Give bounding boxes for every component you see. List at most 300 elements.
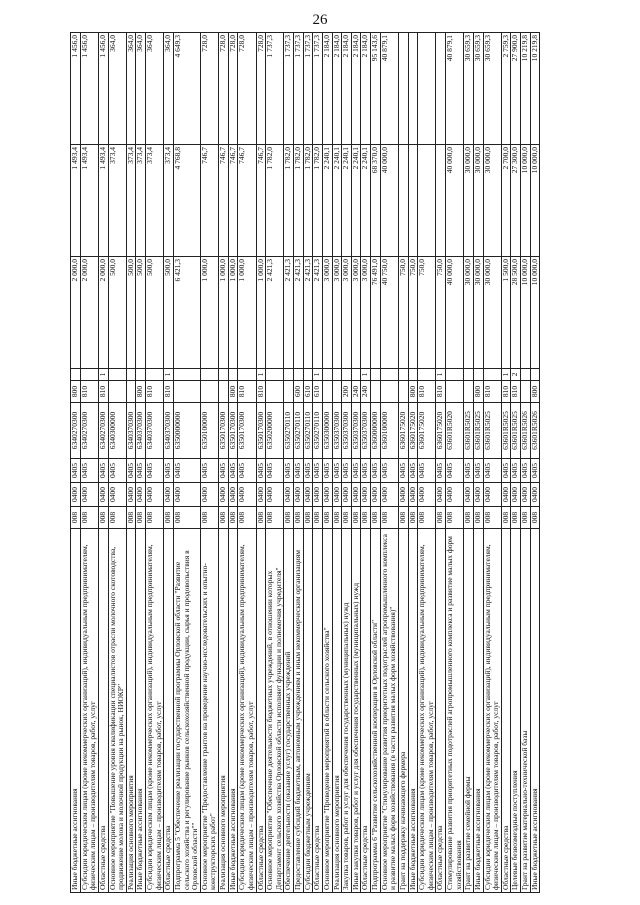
amount-3-cell: 10 219,8 bbox=[530, 33, 540, 145]
table-row bbox=[238, 33, 256, 893]
amount-3-cell: 40 879,1 bbox=[380, 33, 398, 145]
target-article-cell: 6350200000 bbox=[266, 403, 284, 459]
row-name-cell: Грант на развитие семейной фермы bbox=[464, 529, 474, 893]
amount-3-cell: 364,0 bbox=[164, 33, 174, 145]
table-row bbox=[173, 33, 200, 893]
section-code-cell: 0400 bbox=[332, 483, 342, 507]
row-name-cell: Подпрограмма 6 "Развитие сельскохозяйственной кооперации в Орловской области" bbox=[371, 529, 381, 893]
target-article-cell: 6350300000 bbox=[322, 403, 332, 459]
subsection-code-cell: 0405 bbox=[446, 459, 464, 483]
target-article-cell: 63601R5025 bbox=[464, 403, 474, 459]
amount-1-cell: 3 000,0 bbox=[351, 257, 361, 369]
amount-2-cell: 746,7 bbox=[256, 145, 266, 257]
amount-2-cell: 746,7 bbox=[219, 145, 229, 257]
amount-1-cell: 3 000,0 bbox=[332, 257, 342, 369]
target-article-cell: 6350000000 bbox=[173, 403, 200, 459]
amount-3-cell: 30 659,3 bbox=[483, 33, 501, 145]
amount-1-cell: 3 000,0 bbox=[361, 257, 371, 369]
expense-type-cell: 240 bbox=[351, 381, 361, 403]
funding-source-cell: 1 bbox=[98, 369, 108, 381]
amount-3-cell: 728,0 bbox=[200, 33, 218, 145]
ministry-code-cell: 008 bbox=[228, 507, 238, 529]
amount-3-cell: 10 219,8 bbox=[521, 33, 531, 145]
amount-2-cell bbox=[398, 145, 408, 257]
subsection-code-cell: 0405 bbox=[483, 459, 501, 483]
ministry-code-cell: 008 bbox=[256, 507, 266, 529]
expense-type-cell: 600 bbox=[294, 381, 304, 403]
section-code-cell: 0400 bbox=[256, 483, 266, 507]
expense-type-cell bbox=[219, 381, 229, 403]
row-name-cell: Целевые безвозмездные поступления bbox=[511, 529, 521, 893]
expense-type-cell: 810 bbox=[80, 381, 98, 403]
amount-1-cell: 1 000,0 bbox=[219, 257, 229, 369]
amount-3-cell: 4 649,3 bbox=[173, 33, 200, 145]
funding-source-cell bbox=[342, 369, 352, 381]
row-name-cell: Предоставление субсидий бюджетным, автономным учреждениям и иным некоммерческим организациям bbox=[294, 529, 304, 893]
table-row bbox=[98, 33, 108, 893]
amount-2-cell: 373,4 bbox=[146, 145, 164, 257]
amount-2-cell: 1 493,4 bbox=[98, 145, 108, 257]
funding-source-cell bbox=[266, 369, 284, 381]
row-name-cell: Грант на поддержку начинающего фермера bbox=[398, 529, 408, 893]
table-row bbox=[146, 33, 164, 893]
subsection-code-cell: 0405 bbox=[294, 459, 304, 483]
row-name-cell: Грант на развитие материально-технической базы bbox=[521, 529, 531, 893]
ministry-code-cell: 008 bbox=[446, 507, 464, 529]
amount-1-cell: 3 000,0 bbox=[322, 257, 332, 369]
funding-source-cell bbox=[380, 369, 398, 381]
amount-2-cell: 1 493,4 bbox=[80, 145, 98, 257]
row-name-cell: Основное мероприятие "Повышение уровня квалификации специалистов отрасли молочного скотоводства, продвижение молока и молочной продукции на рынок, НИОКР" bbox=[108, 529, 126, 893]
funding-source-cell bbox=[294, 369, 304, 381]
section-code-cell: 0400 bbox=[266, 483, 284, 507]
ministry-code-cell: 008 bbox=[173, 507, 200, 529]
funding-source-cell: 1 bbox=[501, 369, 511, 381]
amount-2-cell: 10 000,0 bbox=[530, 145, 540, 257]
section-code-cell: 0400 bbox=[511, 483, 521, 507]
ministry-code-cell: 008 bbox=[164, 507, 174, 529]
target-article-cell: 6340300000 bbox=[108, 403, 126, 459]
ministry-code-cell: 008 bbox=[80, 507, 98, 529]
funding-source-cell bbox=[418, 369, 436, 381]
row-name-cell: Основное мероприятие "Предоставление грантов на проведение научно-исследовательских и опытно-конструкторских работ" bbox=[200, 529, 218, 893]
amount-2-cell: 1 782,0 bbox=[303, 145, 313, 257]
target-article-cell: 6340270300 bbox=[71, 403, 81, 459]
amount-3-cell: 364,0 bbox=[126, 33, 136, 145]
amount-3-cell bbox=[418, 33, 436, 145]
table-row bbox=[294, 33, 304, 893]
subsection-code-cell: 0405 bbox=[173, 459, 200, 483]
amount-2-cell: 373,4 bbox=[136, 145, 146, 257]
amount-2-cell: 40 000,0 bbox=[446, 145, 464, 257]
subsection-code-cell: 0405 bbox=[228, 459, 238, 483]
ministry-code-cell: 008 bbox=[146, 507, 164, 529]
amount-2-cell: 2 240,1 bbox=[361, 145, 371, 257]
page-number: 26 bbox=[312, 12, 328, 28]
ministry-code-cell: 008 bbox=[322, 507, 332, 529]
amount-2-cell: 27 300,0 bbox=[511, 145, 521, 257]
amount-1-cell: 750,0 bbox=[436, 257, 446, 369]
ministry-code-cell: 008 bbox=[71, 507, 81, 529]
row-name-cell: Областные средства bbox=[98, 529, 108, 893]
target-article-cell: 6350370300 bbox=[332, 403, 342, 459]
table-row bbox=[266, 33, 284, 893]
ministry-code-cell: 008 bbox=[126, 507, 136, 529]
ministry-code-cell: 008 bbox=[108, 507, 126, 529]
section-code-cell: 0400 bbox=[146, 483, 164, 507]
ministry-code-cell: 008 bbox=[342, 507, 352, 529]
row-name-cell: Субсидии юридическим лицам (кроме некоммерческих организаций), индивидуальным предпринимателям, физическим лицам – производителям товаров, работ, услуг bbox=[418, 529, 436, 893]
amount-2-cell: 40 000,0 bbox=[380, 145, 398, 257]
amount-1-cell: 1 000,0 bbox=[238, 257, 256, 369]
expense-type-cell bbox=[108, 381, 126, 403]
ministry-code-cell: 008 bbox=[294, 507, 304, 529]
section-code-cell: 0400 bbox=[173, 483, 200, 507]
expense-type-cell: 610 bbox=[313, 381, 323, 403]
row-name-cell: Основное мероприятие "Обеспечение деятельности бюджетных учреждений, в отношении которых Департамент сельского хозяйства Орловской области исполняет функции и полномочия учредителя" bbox=[266, 529, 284, 893]
subsection-code-cell: 0405 bbox=[98, 459, 108, 483]
table-row bbox=[464, 33, 474, 893]
funding-source-cell bbox=[398, 369, 408, 381]
table-row bbox=[483, 33, 501, 893]
budget-table bbox=[70, 32, 540, 893]
ministry-code-cell: 008 bbox=[238, 507, 256, 529]
expense-type-cell: 810 bbox=[436, 381, 446, 403]
subsection-code-cell: 0405 bbox=[521, 459, 531, 483]
ministry-code-cell: 008 bbox=[418, 507, 436, 529]
amount-1-cell: 2 421,3 bbox=[303, 257, 313, 369]
target-article-cell: 63601R5025 bbox=[473, 403, 483, 459]
section-code-cell: 0400 bbox=[446, 483, 464, 507]
target-article-cell: 63601R5026 bbox=[521, 403, 531, 459]
amount-1-cell: 500,0 bbox=[126, 257, 136, 369]
amount-3-cell: 728,0 bbox=[219, 33, 229, 145]
expense-type-cell: 800 bbox=[530, 381, 540, 403]
funding-source-cell bbox=[126, 369, 136, 381]
table-row bbox=[219, 33, 229, 893]
expense-type-cell: 200 bbox=[342, 381, 352, 403]
expense-type-cell: 800 bbox=[71, 381, 81, 403]
expense-type-cell: 810 bbox=[418, 381, 436, 403]
amount-2-cell: 30 000,0 bbox=[473, 145, 483, 257]
funding-source-cell bbox=[473, 369, 483, 381]
ministry-code-cell: 008 bbox=[380, 507, 398, 529]
amount-1-cell: 750,0 bbox=[408, 257, 418, 369]
subsection-code-cell: 0405 bbox=[108, 459, 126, 483]
amount-1-cell: 1 000,0 bbox=[200, 257, 218, 369]
subsection-code-cell: 0405 bbox=[200, 459, 218, 483]
amount-2-cell: 30 000,0 bbox=[483, 145, 501, 257]
ministry-code-cell: 008 bbox=[483, 507, 501, 529]
subsection-code-cell: 0405 bbox=[80, 459, 98, 483]
section-code-cell: 0400 bbox=[351, 483, 361, 507]
amount-1-cell: 2 000,0 bbox=[80, 257, 98, 369]
amount-1-cell: 500,0 bbox=[136, 257, 146, 369]
section-code-cell: 0400 bbox=[371, 483, 381, 507]
target-article-cell: 6340370300 bbox=[146, 403, 164, 459]
expense-type-cell: 810 bbox=[511, 381, 521, 403]
section-code-cell: 0400 bbox=[80, 483, 98, 507]
ministry-code-cell: 008 bbox=[284, 507, 294, 529]
section-code-cell: 0400 bbox=[294, 483, 304, 507]
funding-source-cell bbox=[173, 369, 200, 381]
target-article-cell: 6360100000 bbox=[380, 403, 398, 459]
amount-1-cell: 1 000,0 bbox=[256, 257, 266, 369]
funding-source-cell bbox=[446, 369, 464, 381]
amount-3-cell bbox=[398, 33, 408, 145]
amount-2-cell: 373,4 bbox=[126, 145, 136, 257]
amount-1-cell: 500,0 bbox=[164, 257, 174, 369]
target-article-cell: 6350370300 bbox=[342, 403, 352, 459]
section-code-cell: 0400 bbox=[342, 483, 352, 507]
ministry-code-cell: 008 bbox=[351, 507, 361, 529]
amount-2-cell: 746,7 bbox=[228, 145, 238, 257]
ministry-code-cell: 008 bbox=[511, 507, 521, 529]
subsection-code-cell: 0405 bbox=[332, 459, 342, 483]
section-code-cell: 0400 bbox=[322, 483, 332, 507]
section-code-cell: 0400 bbox=[219, 483, 229, 507]
subsection-code-cell: 0405 bbox=[473, 459, 483, 483]
expense-type-cell: 240 bbox=[361, 381, 371, 403]
amount-2-cell: 373,4 bbox=[164, 145, 174, 257]
row-name-cell: Областные средства bbox=[313, 529, 323, 893]
funding-source-cell bbox=[464, 369, 474, 381]
table-row bbox=[418, 33, 436, 893]
row-name-cell: Субсидии юридическим лицам (кроме некоммерческих организаций), индивидуальным предпринимателям, физическим лицам – производителям товаров, работ, услуг bbox=[483, 529, 501, 893]
table-row bbox=[380, 33, 398, 893]
subsection-code-cell: 0405 bbox=[238, 459, 256, 483]
target-article-cell: 63601R5025 bbox=[483, 403, 501, 459]
amount-1-cell: 40 750,0 bbox=[380, 257, 398, 369]
amount-3-cell: 30 659,3 bbox=[473, 33, 483, 145]
target-article-cell: 6360175020 bbox=[408, 403, 418, 459]
amount-1-cell: 30 000,0 bbox=[473, 257, 483, 369]
section-code-cell: 0400 bbox=[126, 483, 136, 507]
subsection-code-cell: 0405 bbox=[164, 459, 174, 483]
ministry-code-cell: 008 bbox=[530, 507, 540, 529]
target-article-cell: 6360175020 bbox=[398, 403, 408, 459]
target-article-cell: 63601R5025 bbox=[511, 403, 521, 459]
expense-type-cell: 810 bbox=[146, 381, 164, 403]
amount-2-cell bbox=[408, 145, 418, 257]
section-code-cell: 0400 bbox=[436, 483, 446, 507]
expense-type-cell: 810 bbox=[164, 381, 174, 403]
amount-3-cell: 27 900,0 bbox=[511, 33, 521, 145]
target-article-cell: 63601R5020 bbox=[446, 403, 464, 459]
section-code-cell: 0400 bbox=[398, 483, 408, 507]
subsection-code-cell: 0405 bbox=[361, 459, 371, 483]
target-article-cell: 6350170300 bbox=[219, 403, 229, 459]
row-name-cell: Реализация основного мероприятия bbox=[219, 529, 229, 893]
amount-2-cell: 2 700,0 bbox=[501, 145, 511, 257]
table-row bbox=[398, 33, 408, 893]
table-row bbox=[71, 33, 81, 893]
table-row bbox=[371, 33, 381, 893]
target-article-cell: 6350270110 bbox=[294, 403, 304, 459]
ministry-code-cell: 008 bbox=[200, 507, 218, 529]
funding-source-cell bbox=[108, 369, 126, 381]
table-row bbox=[80, 33, 98, 893]
amount-3-cell: 2 184,0 bbox=[332, 33, 342, 145]
amount-1-cell: 30 000,0 bbox=[464, 257, 474, 369]
amount-3-cell: 30 659,3 bbox=[464, 33, 474, 145]
subsection-code-cell: 0405 bbox=[342, 459, 352, 483]
expense-type-cell: 810 bbox=[256, 381, 266, 403]
expense-type-cell: 800 bbox=[473, 381, 483, 403]
expense-type-cell bbox=[446, 381, 464, 403]
amount-2-cell: 4 768,8 bbox=[173, 145, 200, 257]
funding-source-cell bbox=[228, 369, 238, 381]
amount-2-cell: 746,7 bbox=[238, 145, 256, 257]
row-name-cell: Иные бюджетные ассигнования bbox=[71, 529, 81, 893]
row-name-cell: Реализация основного мероприятия bbox=[126, 529, 136, 893]
section-code-cell: 0400 bbox=[200, 483, 218, 507]
amount-2-cell: 1 782,0 bbox=[294, 145, 304, 257]
amount-1-cell: 10 000,0 bbox=[530, 257, 540, 369]
funding-source-cell bbox=[530, 369, 540, 381]
amount-1-cell: 1 000,0 bbox=[228, 257, 238, 369]
amount-1-cell: 500,0 bbox=[146, 257, 164, 369]
subsection-code-cell: 0405 bbox=[351, 459, 361, 483]
amount-3-cell: 1 737,3 bbox=[313, 33, 323, 145]
amount-2-cell: 68 370,0 bbox=[371, 145, 381, 257]
funding-source-cell bbox=[71, 369, 81, 381]
subsection-code-cell: 0405 bbox=[256, 459, 266, 483]
expense-type-cell bbox=[464, 381, 474, 403]
funding-source-cell: 1 bbox=[313, 369, 323, 381]
amount-2-cell: 373,4 bbox=[108, 145, 126, 257]
row-name-cell: Иные бюджетные ассигнования bbox=[136, 529, 146, 893]
funding-source-cell bbox=[200, 369, 218, 381]
section-code-cell: 0400 bbox=[284, 483, 294, 507]
row-name-cell: Субсидии бюджетным учреждениям bbox=[303, 529, 313, 893]
row-name-cell: Закупка товаров, работ и услуг для обеспечения государственных (муниципальных) нужд bbox=[342, 529, 352, 893]
amount-2-cell: 2 240,1 bbox=[332, 145, 342, 257]
amount-2-cell: 1 493,4 bbox=[71, 145, 81, 257]
funding-source-cell bbox=[284, 369, 294, 381]
table-row bbox=[473, 33, 483, 893]
amount-2-cell: 2 240,1 bbox=[322, 145, 332, 257]
expense-type-cell bbox=[398, 381, 408, 403]
amount-3-cell: 1 737,3 bbox=[294, 33, 304, 145]
subsection-code-cell: 0405 bbox=[511, 459, 521, 483]
budget-table-body bbox=[71, 33, 540, 893]
ministry-code-cell: 008 bbox=[303, 507, 313, 529]
section-code-cell: 0400 bbox=[228, 483, 238, 507]
subsection-code-cell: 0405 bbox=[322, 459, 332, 483]
target-article-cell: 6350270110 bbox=[313, 403, 323, 459]
subsection-code-cell: 0405 bbox=[436, 459, 446, 483]
table-row bbox=[322, 33, 332, 893]
funding-source-cell: 1 bbox=[361, 369, 371, 381]
row-name-cell: Областные средства bbox=[256, 529, 266, 893]
amount-3-cell: 364,0 bbox=[108, 33, 126, 145]
rotated-table-block bbox=[70, 33, 640, 893]
subsection-code-cell: 0405 bbox=[408, 459, 418, 483]
target-article-cell: 6350170300 bbox=[238, 403, 256, 459]
section-code-cell: 0400 bbox=[530, 483, 540, 507]
section-code-cell: 0400 bbox=[136, 483, 146, 507]
amount-1-cell: 40 000,0 bbox=[446, 257, 464, 369]
target-article-cell: 6350370300 bbox=[361, 403, 371, 459]
table-row bbox=[200, 33, 218, 893]
subsection-code-cell: 0405 bbox=[371, 459, 381, 483]
amount-3-cell: 1 737,3 bbox=[303, 33, 313, 145]
target-article-cell: 6350170300 bbox=[256, 403, 266, 459]
ministry-code-cell: 008 bbox=[521, 507, 531, 529]
section-code-cell: 0400 bbox=[473, 483, 483, 507]
section-code-cell: 0400 bbox=[418, 483, 436, 507]
section-code-cell: 0400 bbox=[71, 483, 81, 507]
subsection-code-cell: 0405 bbox=[530, 459, 540, 483]
row-name-cell: Основное мероприятие "Проведение мероприятий в области сельского хозяйства" bbox=[322, 529, 332, 893]
funding-source-cell: 1 bbox=[436, 369, 446, 381]
amount-2-cell: 30 000,0 bbox=[464, 145, 474, 257]
section-code-cell: 0400 bbox=[164, 483, 174, 507]
section-code-cell: 0400 bbox=[483, 483, 501, 507]
amount-2-cell: 10 000,0 bbox=[521, 145, 531, 257]
amount-2-cell bbox=[418, 145, 436, 257]
amount-3-cell: 2 184,0 bbox=[322, 33, 332, 145]
amount-1-cell: 30 000,0 bbox=[483, 257, 501, 369]
target-article-cell: 63601R5025 bbox=[501, 403, 511, 459]
target-article-cell: 6350270110 bbox=[284, 403, 294, 459]
amount-1-cell: 76 491,0 bbox=[371, 257, 381, 369]
row-name-cell: Субсидии юридическим лицам (кроме некоммерческих организаций), индивидуальным предпринимателям, физическим лицам – производителям товаров, работ, услуг bbox=[238, 529, 256, 893]
expense-type-cell bbox=[322, 381, 332, 403]
amount-2-cell: 2 240,1 bbox=[342, 145, 352, 257]
ministry-code-cell: 008 bbox=[313, 507, 323, 529]
amount-3-cell: 364,0 bbox=[136, 33, 146, 145]
ministry-code-cell: 008 bbox=[266, 507, 284, 529]
ministry-code-cell: 008 bbox=[473, 507, 483, 529]
amount-3-cell: 1 456,0 bbox=[80, 33, 98, 145]
target-article-cell: 63601R5026 bbox=[530, 403, 540, 459]
funding-source-cell: 2 bbox=[511, 369, 521, 381]
ministry-code-cell: 008 bbox=[219, 507, 229, 529]
expense-type-cell: 610 bbox=[303, 381, 313, 403]
row-name-cell: Областные средства bbox=[436, 529, 446, 893]
ministry-code-cell: 008 bbox=[361, 507, 371, 529]
amount-3-cell bbox=[408, 33, 418, 145]
row-name-cell: Иные бюджетные ассигнования bbox=[408, 529, 418, 893]
amount-1-cell: 1 500,0 bbox=[501, 257, 511, 369]
target-article-cell: 6340370300 bbox=[136, 403, 146, 459]
amount-2-cell: 1 782,0 bbox=[266, 145, 284, 257]
expense-type-cell: 810 bbox=[98, 381, 108, 403]
target-article-cell: 6350100000 bbox=[200, 403, 218, 459]
amount-2-cell: 1 782,0 bbox=[313, 145, 323, 257]
section-code-cell: 0400 bbox=[108, 483, 126, 507]
section-code-cell: 0400 bbox=[361, 483, 371, 507]
row-name-cell: Иные закупки товаров, работ и услуг для обеспечения государственных (муниципальных) нужд bbox=[351, 529, 361, 893]
target-article-cell: 6340370300 bbox=[126, 403, 136, 459]
subsection-code-cell: 0405 bbox=[380, 459, 398, 483]
funding-source-cell bbox=[146, 369, 164, 381]
subsection-code-cell: 0405 bbox=[219, 459, 229, 483]
ministry-code-cell: 008 bbox=[98, 507, 108, 529]
section-code-cell: 0400 bbox=[303, 483, 313, 507]
amount-2-cell: 746,7 bbox=[200, 145, 218, 257]
amount-3-cell: 728,0 bbox=[256, 33, 266, 145]
target-article-cell: 6360175020 bbox=[418, 403, 436, 459]
amount-3-cell: 364,0 bbox=[146, 33, 164, 145]
subsection-code-cell: 0405 bbox=[126, 459, 136, 483]
amount-3-cell: 1 456,0 bbox=[71, 33, 81, 145]
amount-1-cell: 750,0 bbox=[418, 257, 436, 369]
amount-1-cell: 10 000,0 bbox=[521, 257, 531, 369]
amount-2-cell: 2 240,1 bbox=[351, 145, 361, 257]
